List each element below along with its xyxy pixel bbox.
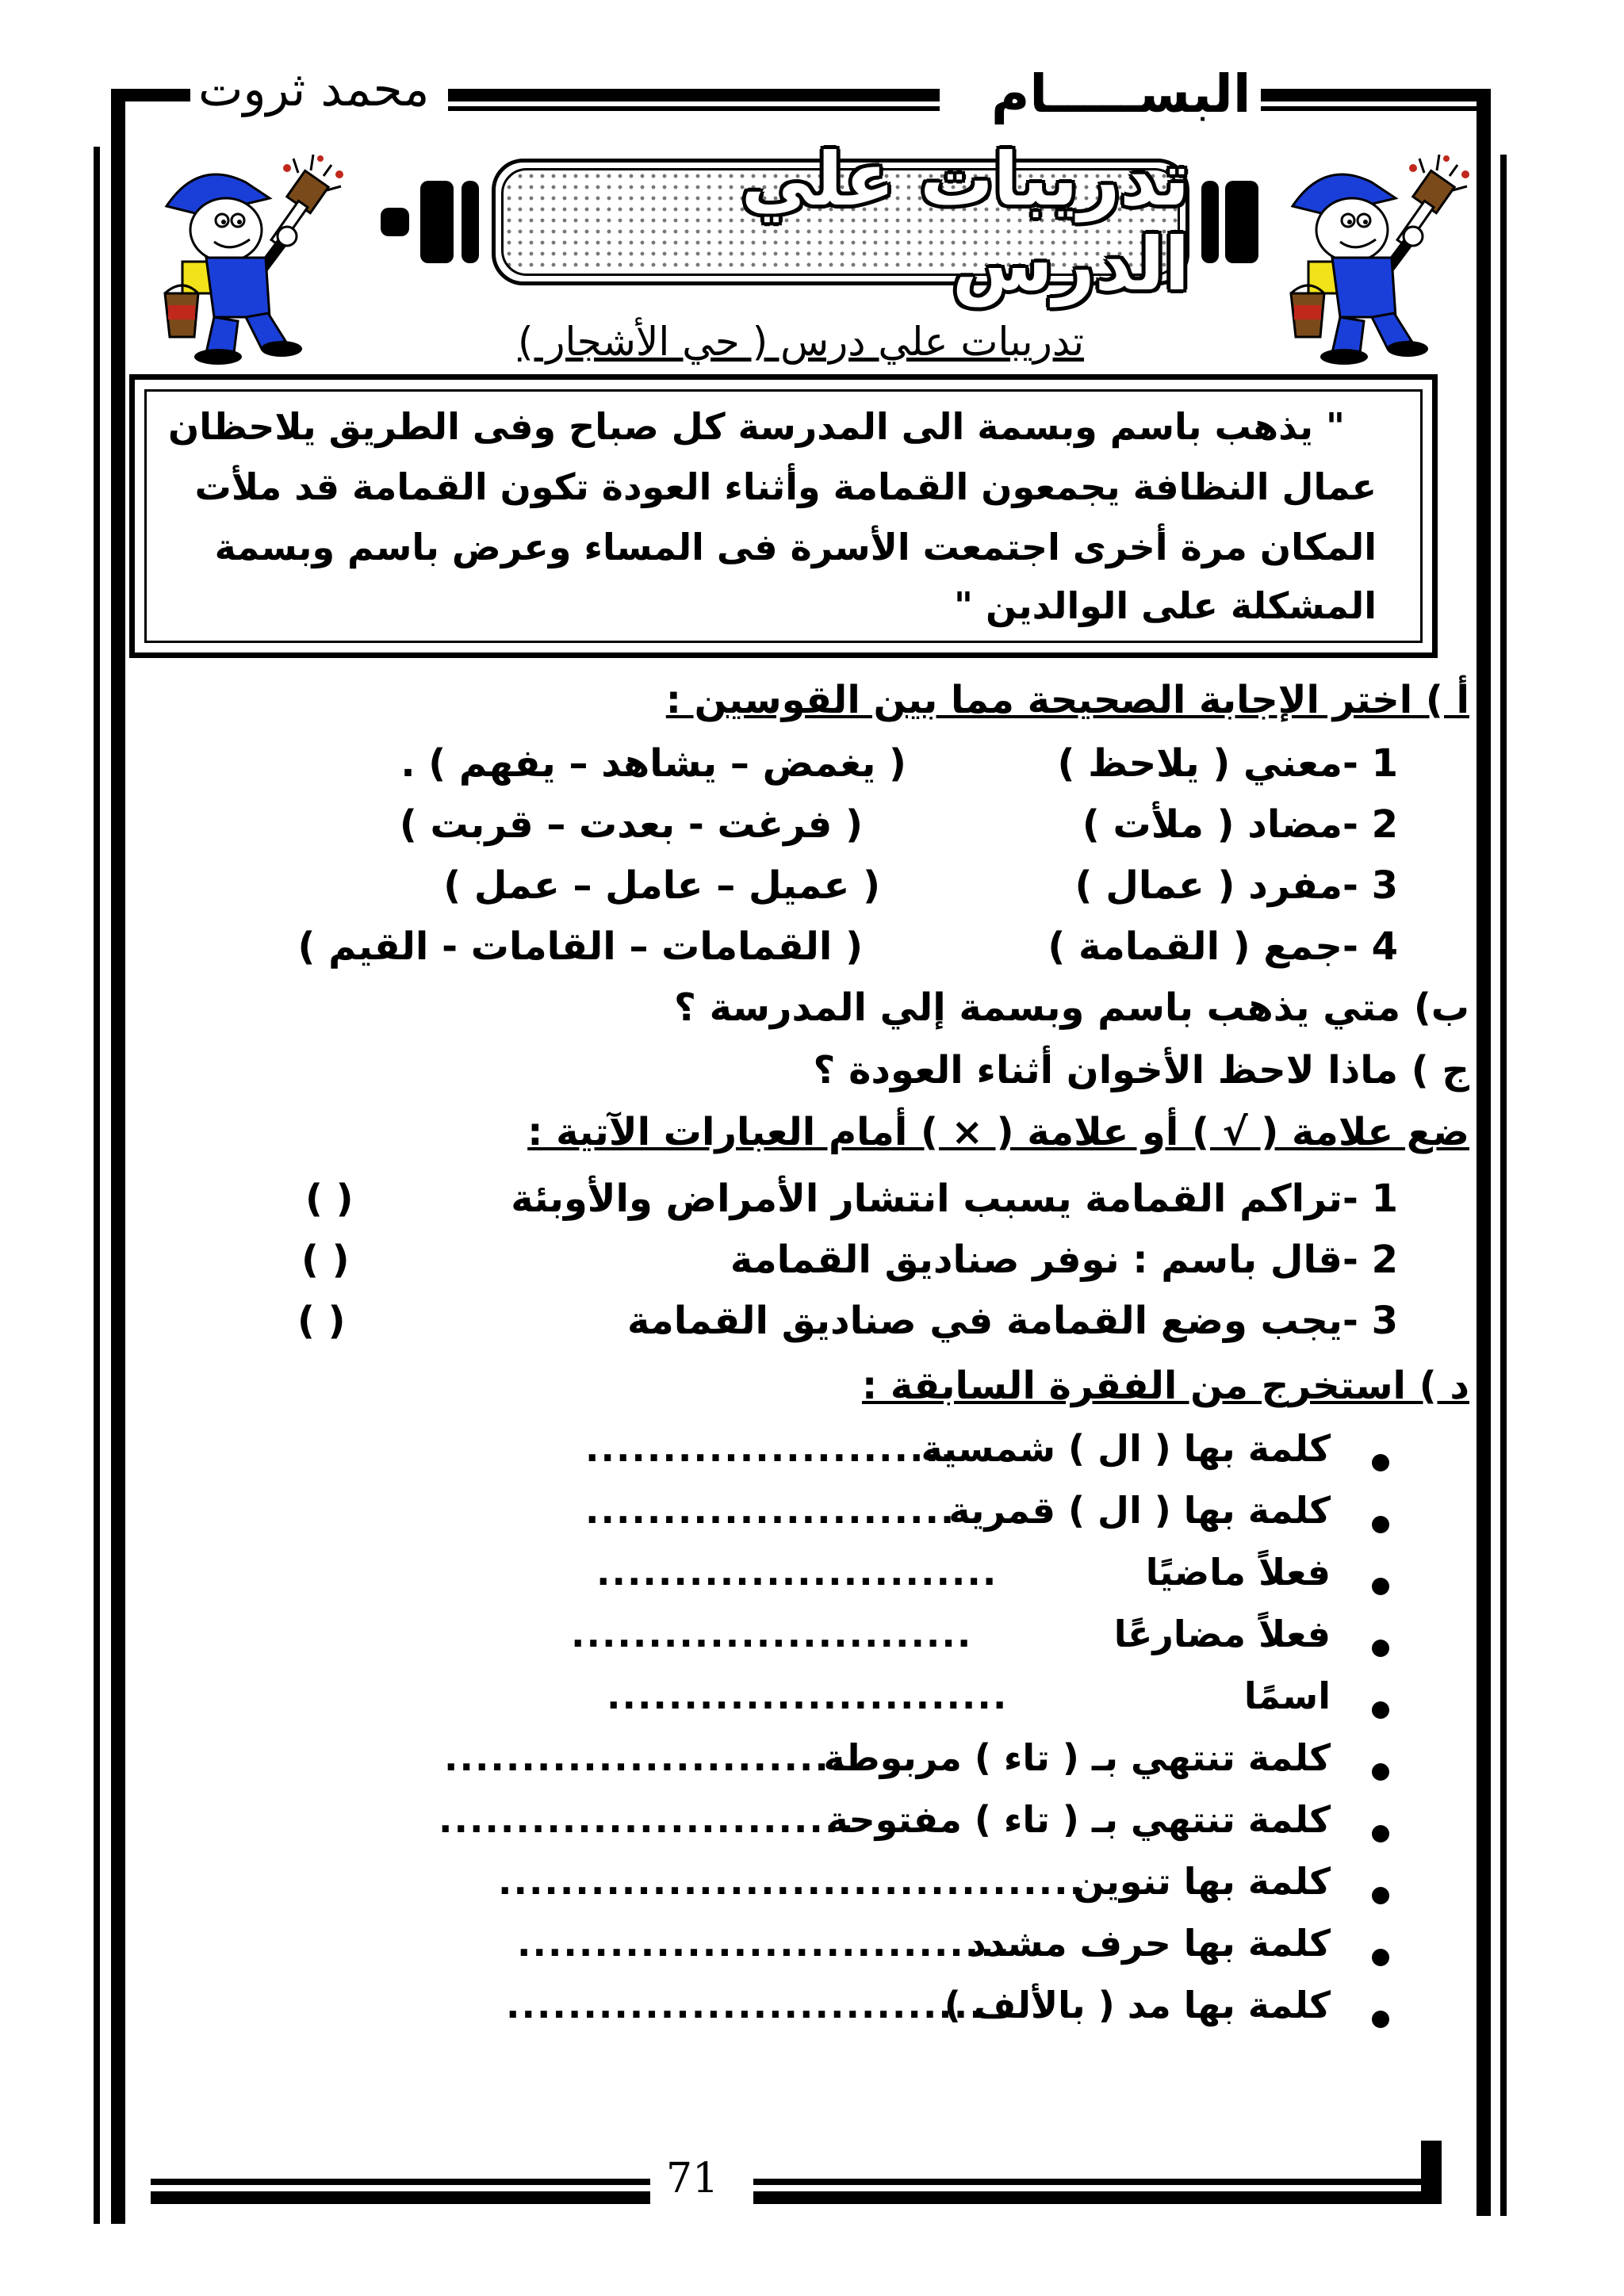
question-options: ( القمامات – القامات - القيم ) <box>297 924 863 969</box>
passage-line: عمال النظافة يجمعون القمامة وأثناء العودة تكون القمامة قد ملأت <box>194 465 1377 508</box>
answer-line[interactable]: .......................... <box>444 1736 846 1779</box>
painter-cartoon-left <box>151 151 357 365</box>
painter-cartoon-right <box>1277 151 1483 365</box>
answer-line[interactable]: ........................ <box>585 1427 956 1470</box>
extract-item-label: فعلاً ماضيًا <box>1145 1551 1331 1594</box>
answer-line[interactable]: ........................ <box>585 1489 956 1532</box>
title-banner <box>492 137 1189 307</box>
passage-line: المكان مرة أخرى اجتمعت الأسرة فى المساء وعرض باسم وبسمة <box>214 526 1377 568</box>
answer-blank[interactable]: ( ) <box>305 1177 354 1221</box>
extract-item-label: كلمة بها تنوين <box>1073 1860 1331 1903</box>
banner-ornament <box>420 181 454 263</box>
answer-line[interactable]: .......................... <box>607 1674 1009 1717</box>
extract-item-label: اسمًا <box>1243 1674 1331 1717</box>
frame-left-outer <box>94 147 100 2224</box>
bullet <box>1372 1825 1389 1843</box>
true-false-heading: ضع علامة ( √ ) أو علامة ( × ) أمام العبارات الآتية : <box>527 1110 1469 1154</box>
extract-item-label: كلمة بها مد ( بالألف ) <box>944 1984 1331 2026</box>
frame-corner <box>111 89 125 152</box>
frame-corner <box>1477 89 1491 160</box>
answer-blank[interactable]: ( ) <box>297 1299 346 1343</box>
header-rule <box>448 89 940 101</box>
frame-right-outer <box>1500 155 1507 2216</box>
extract-item-label: كلمة تنتهي بـ ( تاء ) مربوطة <box>823 1736 1331 1779</box>
header-rule <box>448 106 940 111</box>
extract-item-label: كلمة بها ( ال ) قمرية <box>948 1489 1331 1532</box>
statement-text: 1 -تراكم القمامة يسبب انتشار الأمراض والأوبئة <box>511 1177 1398 1221</box>
question-options: ( عميل – عامل – عمل ) <box>443 863 880 908</box>
question-options: ( يغمض – يشاهد – يفهم ) . <box>400 741 906 786</box>
bullet <box>1372 1949 1389 1966</box>
extract-item-label: كلمة بها حرف مشدد <box>967 1922 1331 1965</box>
question-label: 3 -مفرد ( عمال ) <box>1074 863 1398 908</box>
lesson-subtitle: تدريبات علي درس ( حي الأشجار ) <box>517 319 1085 365</box>
bullet <box>1372 1763 1389 1781</box>
extract-item-label: كلمة تنتهي بـ ( تاء ) مفتوحة <box>826 1798 1331 1841</box>
footer-rule <box>151 2179 650 2185</box>
answer-line[interactable]: ................................ <box>517 1922 1012 1965</box>
banner-title: تدريبات علي الدرس <box>741 137 1189 307</box>
question-options: ( فرغت - بعدت – قربت ) <box>399 802 863 847</box>
question-label: 2 -مضاد ( ملأت ) <box>1082 802 1398 847</box>
author-name: محمد ثروت <box>198 62 430 117</box>
banner-ornament <box>381 208 409 236</box>
section-c-question: ج ) ماذا لاحظ الأخوان أثناء العودة ؟ <box>813 1048 1469 1093</box>
frame-corner <box>1421 2141 1435 2204</box>
footer-rule <box>753 2191 1427 2204</box>
answer-line[interactable]: ........................... <box>439 1798 856 1841</box>
bullet <box>1372 1578 1389 1595</box>
question-label: 4 -جمع ( القمامة ) <box>1048 924 1398 969</box>
header-rule <box>1261 106 1483 111</box>
passage-line: " يذهب باسم وبسمة الى المدرسة كل صباح وفى الطريق يلاحظان <box>167 405 1345 448</box>
extract-item-label: كلمة بها ( ال ) شمسية <box>921 1427 1331 1470</box>
statement-text: 2 -قال باسم : نوفر صناديق القمامة <box>730 1238 1398 1282</box>
bullet <box>1372 1516 1389 1533</box>
section-b-question: ب) متي يذهب باسم وبسمة إلي المدرسة ؟ <box>674 985 1469 1030</box>
passage-box <box>129 374 1438 658</box>
bullet <box>1372 1887 1389 1904</box>
bullet <box>1372 1640 1389 1657</box>
frame-corner <box>111 2180 125 2204</box>
extract-item-label: فعلاً مضارعًا <box>1113 1613 1331 1655</box>
answer-line[interactable]: .......................... <box>571 1613 973 1655</box>
statement-text: 3 -يجب وضع القمامة في صناديق القمامة <box>626 1299 1398 1343</box>
answer-line[interactable]: ............................... <box>506 1984 985 2026</box>
banner-ornament <box>1201 181 1219 263</box>
passage-line: المشكلة على الوالدين " <box>953 584 1377 627</box>
bullet <box>1372 1454 1389 1471</box>
header-rule <box>1261 89 1483 101</box>
footer-rule <box>151 2191 650 2204</box>
frame-left-inner <box>111 147 125 2224</box>
bullet <box>1372 2011 1389 2028</box>
banner-ornament <box>1225 181 1258 263</box>
answer-blank[interactable]: ( ) <box>301 1238 350 1282</box>
answer-line[interactable]: .......................... <box>596 1551 998 1594</box>
school-name: البســـــام <box>991 63 1251 124</box>
page-number: 71 <box>666 2155 719 2202</box>
bullet <box>1372 1701 1389 1719</box>
section-d-heading: د ) استخرج من الفقرة السابقة : <box>861 1364 1469 1408</box>
banner-ornament <box>462 181 479 263</box>
frame-corner <box>1435 2141 1442 2204</box>
section-a-heading: أ ) اختر الإجابة الصحيحة مما بين القوسين : <box>665 678 1469 722</box>
question-label: 1 -معني ( يلاحظ ) <box>1057 741 1398 786</box>
frame-right-inner <box>1477 155 1491 2216</box>
footer-rule <box>753 2179 1427 2185</box>
answer-line[interactable]: ...................................... <box>498 1860 1086 1903</box>
